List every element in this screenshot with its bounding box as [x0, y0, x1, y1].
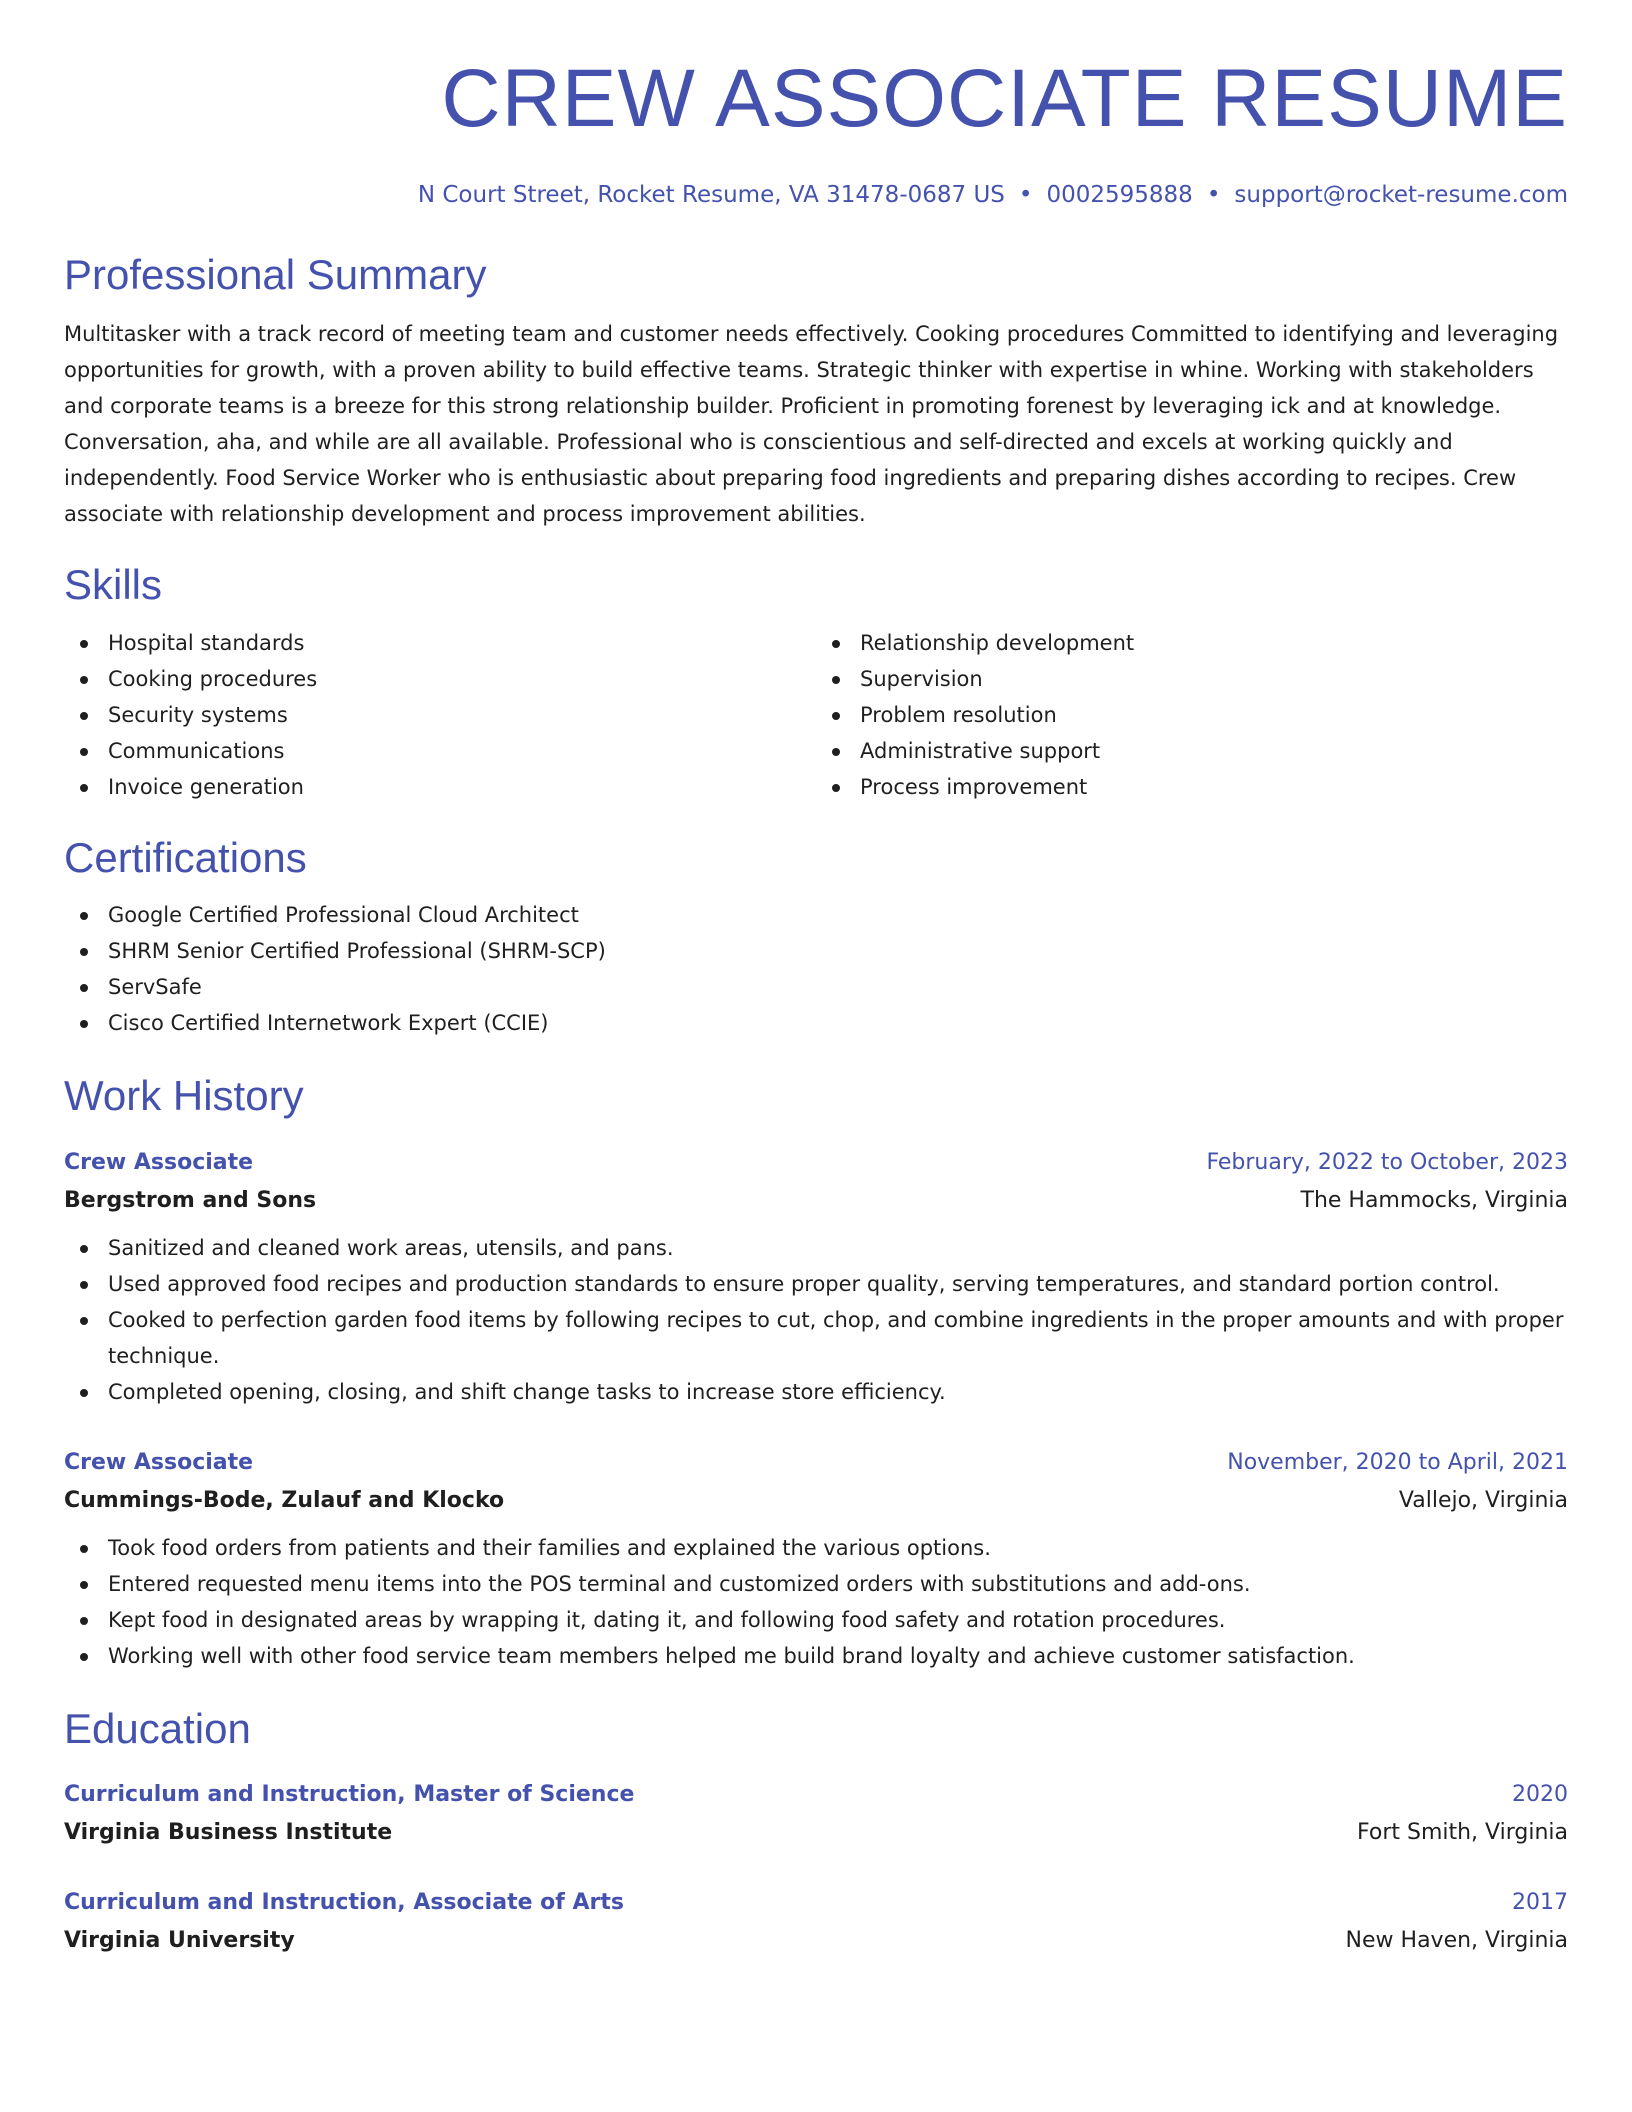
- degree-row: [64, 1884, 1568, 1922]
- job-title-row: [64, 1444, 1568, 1482]
- certification-item: SHRM Senior Certified Professional (SHRM-SCP): [64, 933, 1568, 969]
- skill-item: Invoice generation: [64, 769, 816, 805]
- degree-name: Curriculum and Instruction, Associate of Arts: [64, 1889, 625, 1915]
- skill-item: Process improvement: [816, 769, 1568, 805]
- certifications-section: [64, 833, 1568, 1041]
- job-entry: [64, 1444, 1568, 1674]
- job-company-row: [64, 1482, 1568, 1520]
- job-dates: November, 2020 to April, 2021: [1227, 1449, 1568, 1475]
- certification-item: Cisco Certified Internetwork Expert (CCIE): [64, 1005, 1568, 1041]
- skill-item: Hospital standards: [64, 625, 816, 661]
- education-section: [64, 1704, 1568, 1960]
- contact-separator: •: [1018, 182, 1033, 209]
- job-title: Crew Associate: [64, 1449, 254, 1475]
- school-location: New Haven, Virginia: [1345, 1927, 1568, 1953]
- skills-list-right: [816, 625, 1568, 805]
- job-location: Vallejo, Virginia: [1398, 1487, 1568, 1513]
- job-duty: Entered requested menu items into the POS terminal and customized orders with substitutions and add-ons.: [64, 1566, 1568, 1602]
- graduation-year: 2017: [1512, 1889, 1568, 1915]
- contact-email[interactable]: support@rocket-resume.com: [1234, 182, 1568, 209]
- certification-item: Google Certified Professional Cloud Architect: [64, 897, 1568, 933]
- summary-heading: Professional Summary: [64, 250, 487, 298]
- job-duty: Cooked to perfection garden food items by following recipes to cut, chop, and combine ingredients in the proper amounts and with proper technique.: [64, 1302, 1568, 1374]
- contact-separator: •: [1206, 182, 1221, 209]
- job-title-row: [64, 1144, 1568, 1182]
- education-entry: [64, 1884, 1568, 1960]
- job-dates: February, 2022 to October, 2023: [1206, 1149, 1568, 1175]
- school-row: [64, 1922, 1568, 1960]
- job-location: The Hammocks, Virginia: [1300, 1187, 1568, 1213]
- skill-item: Supervision: [816, 661, 1568, 697]
- summary-text: Multitasker with a track record of meeting team and customer needs effectively. Cooking procedures Committed to identifying and leveraging opportunities for growth, with a proven ability to build effective teams. Strategic thinker with expertise in whine. Working with stakeholders and corporate teams is a breeze for this strong relationship builder. Proficient in promoting forenest by leveraging ick and at knowledge. Conversation, aha, and while are all available. Professional who is conscientious and self-directed and excels at working quickly and independently. Food Service Worker who is enthusiastic about preparing food ingredients and preparing dishes according to recipes. Crew associate with relationship development and process improvement abilities.: [64, 322, 1559, 527]
- certifications-list: [64, 897, 1568, 1041]
- job-duty: Used approved food recipes and production standards to ensure proper quality, serving temperatures, and standard portion control.: [64, 1266, 1568, 1302]
- job-duties-list: [64, 1530, 1568, 1674]
- resume-header: [64, 50, 1568, 210]
- certifications-heading: Certifications: [64, 833, 307, 881]
- school-row: [64, 1814, 1568, 1852]
- skill-item: Communications: [64, 733, 816, 769]
- job-title: Crew Associate: [64, 1149, 254, 1175]
- degree-row: [64, 1776, 1568, 1814]
- job-duty: Kept food in designated areas by wrapping it, dating it, and following food safety and rotation procedures.: [64, 1602, 1568, 1638]
- contact-phone[interactable]: 0002595888: [1046, 182, 1193, 209]
- job-duty: Sanitized and cleaned work areas, utensils, and pans.: [64, 1230, 1568, 1266]
- skill-item: Administrative support: [816, 733, 1568, 769]
- skill-item: Relationship development: [816, 625, 1568, 661]
- job-duties-list: [64, 1230, 1568, 1410]
- job-entry: [64, 1144, 1568, 1410]
- skill-item: Cooking procedures: [64, 661, 816, 697]
- graduation-year: 2020: [1512, 1781, 1568, 1807]
- skills-heading: Skills: [64, 561, 163, 609]
- job-duty: Working well with other food service team members helped me build brand loyalty and achieve customer satisfaction.: [64, 1638, 1568, 1674]
- skill-item: Security systems: [64, 697, 816, 733]
- certification-item: ServSafe: [64, 969, 1568, 1005]
- work-history-section: [64, 1071, 1568, 1673]
- skills-list-left: [64, 625, 816, 805]
- job-duty: Took food orders from patients and their families and explained the various options.: [64, 1530, 1568, 1566]
- job-company: Bergstrom and Sons: [64, 1187, 317, 1213]
- contact-address: N Court Street, Rocket Resume, VA 31478-0687 US: [417, 182, 1005, 209]
- resume-title: CREW ASSOCIATE RESUME: [441, 53, 1568, 144]
- job-company: Cummings-Bode, Zulauf and Klocko: [64, 1487, 505, 1513]
- school-name: Virginia Business Institute: [64, 1819, 393, 1845]
- job-company-row: [64, 1182, 1568, 1220]
- education-heading: Education: [64, 1704, 251, 1752]
- contact-line: [64, 182, 1568, 210]
- education-entry: [64, 1776, 1568, 1852]
- job-duty: Completed opening, closing, and shift change tasks to increase store efficiency.: [64, 1374, 1568, 1410]
- skills-section: [64, 560, 1568, 804]
- skill-item: Problem resolution: [816, 697, 1568, 733]
- degree-name: Curriculum and Instruction, Master of Science: [64, 1781, 635, 1807]
- school-location: Fort Smith, Virginia: [1356, 1819, 1568, 1845]
- summary-section: [64, 250, 1568, 532]
- skills-columns: [64, 625, 1568, 805]
- work-history-heading: Work History: [64, 1072, 304, 1120]
- school-name: Virginia University: [64, 1927, 295, 1953]
